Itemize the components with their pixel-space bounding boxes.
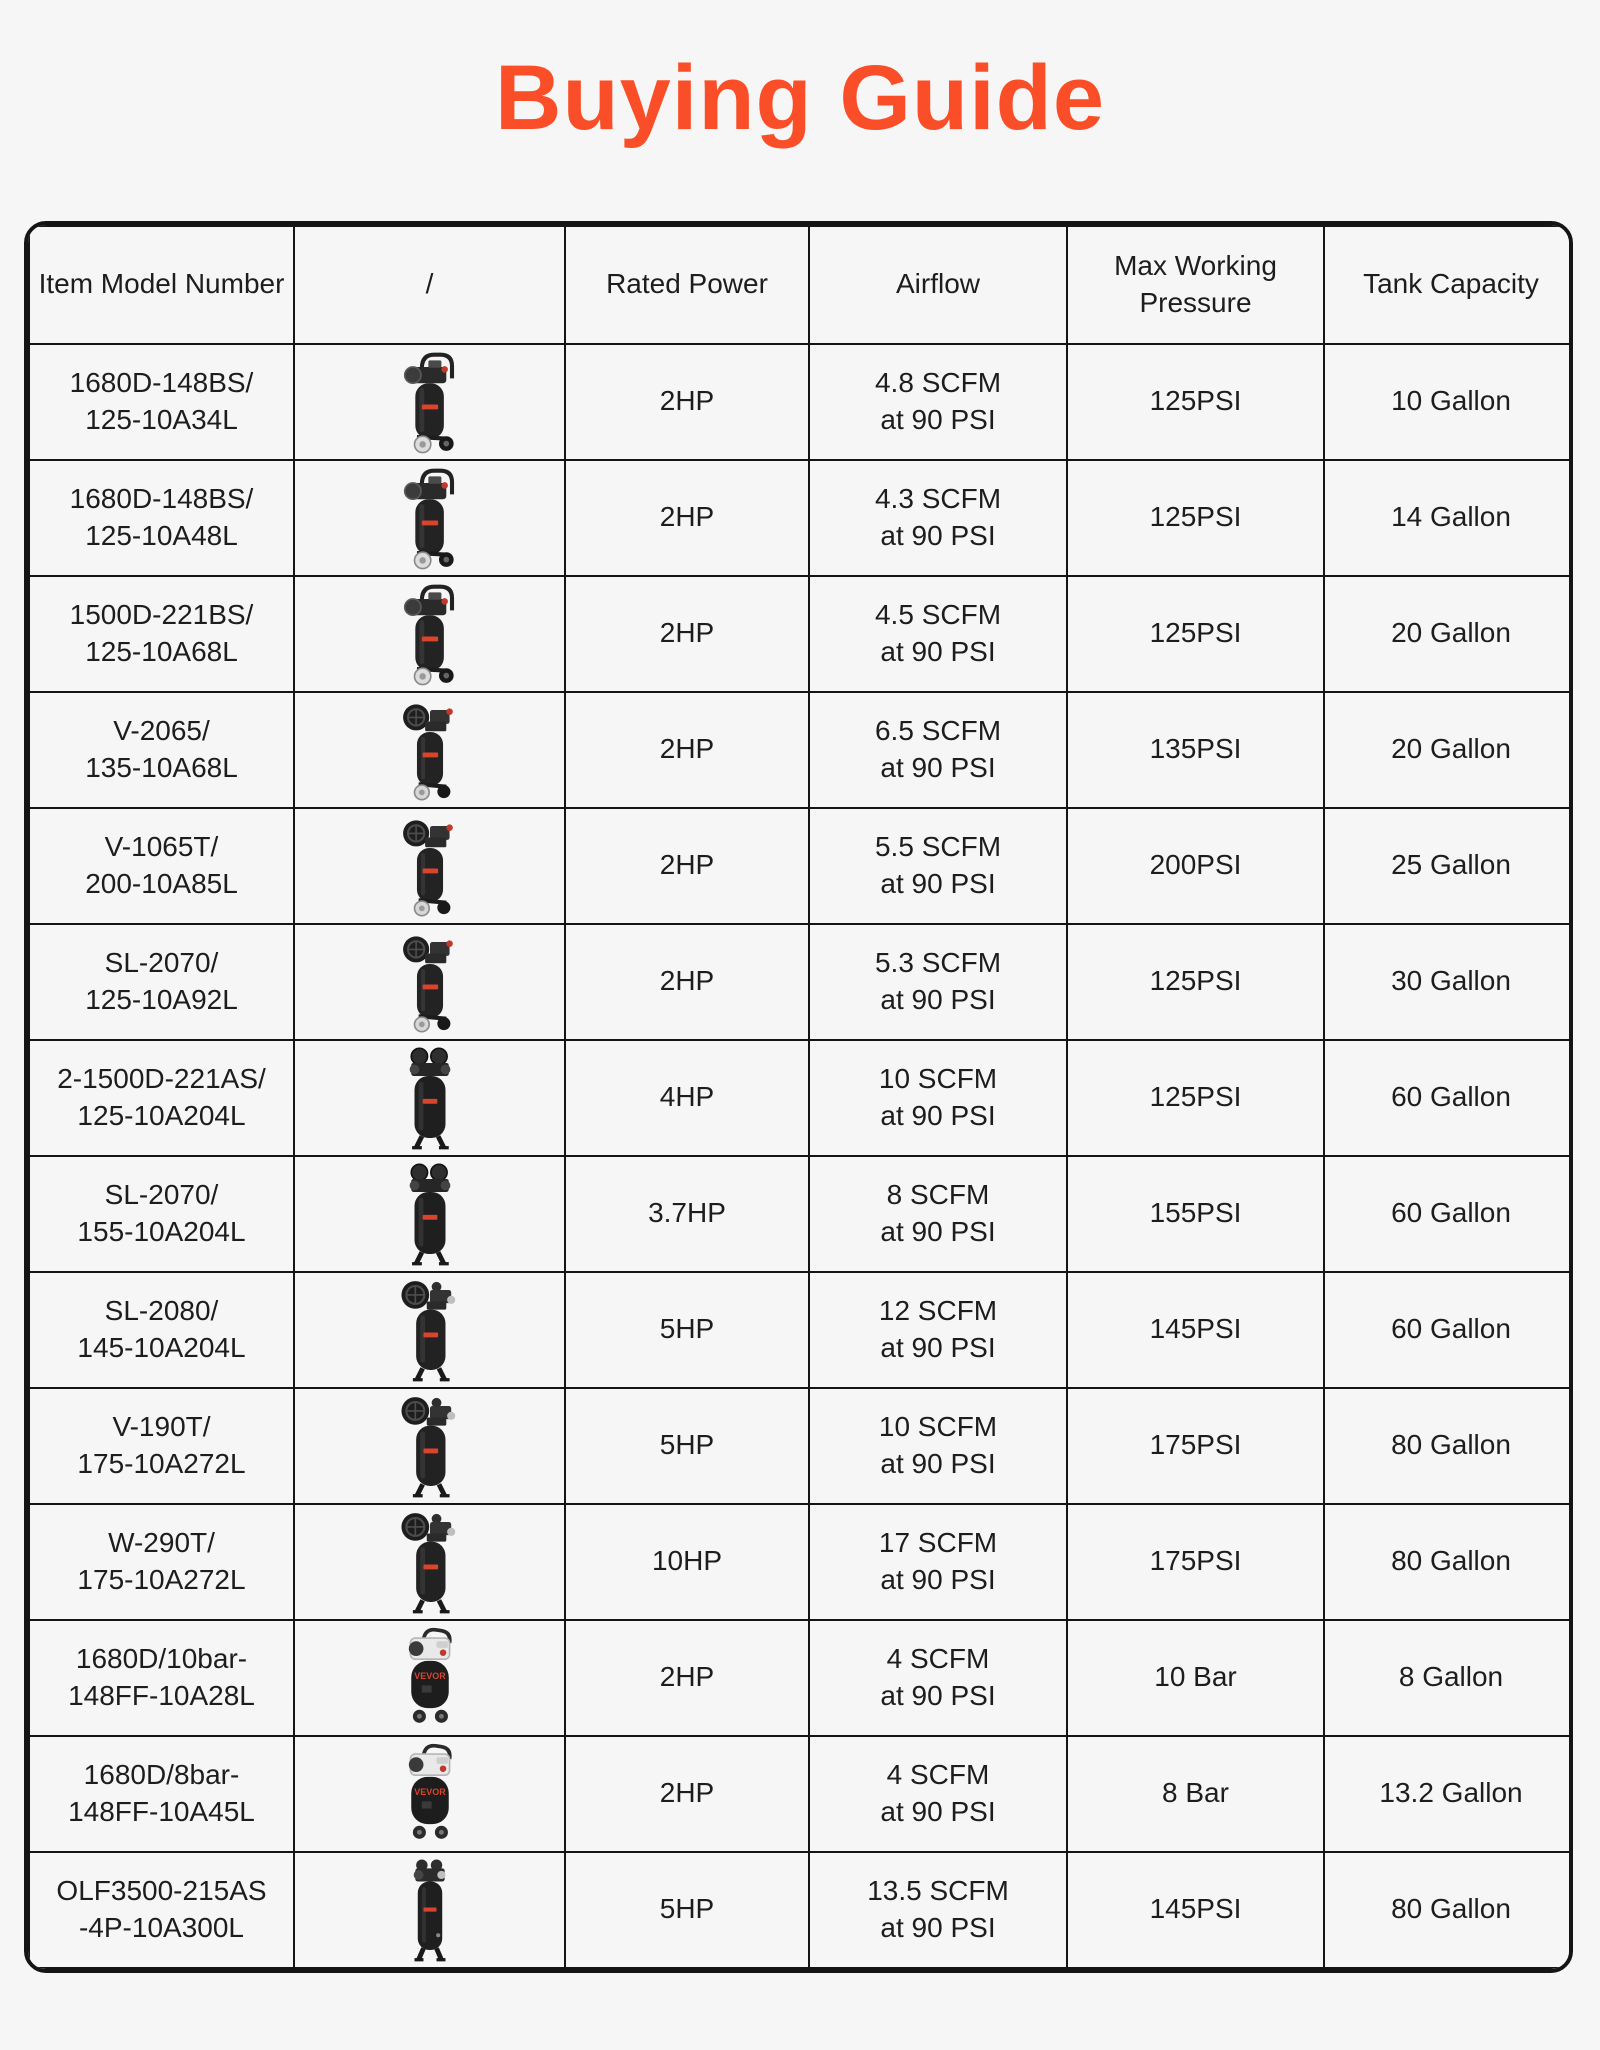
table-body — [29, 344, 1573, 1968]
product-image — [371, 349, 489, 455]
airflow — [809, 460, 1067, 576]
model-line-2: 175-10A272L — [77, 1563, 246, 1595]
model-line-1: OLF3500-215AS — [56, 1874, 267, 1906]
column-header: Max Working Pressure — [1067, 226, 1324, 344]
rated-power: 5HP — [565, 1852, 809, 1968]
buying-guide-table — [24, 221, 1573, 1973]
tank-capacity: 80 Gallon — [1324, 1388, 1573, 1504]
table-row — [29, 1852, 1573, 1968]
item-model-number — [29, 1156, 294, 1272]
tank-capacity: 25 Gallon — [1324, 808, 1573, 924]
model-line-1: SL-2070/ — [104, 946, 219, 978]
product-image-cell — [294, 1620, 565, 1736]
tank-capacity: 60 Gallon — [1324, 1156, 1573, 1272]
model-line-1: 1680D-148BS/ — [69, 482, 254, 514]
product-image — [371, 697, 489, 803]
airflow-line-2: at 90 PSI — [880, 983, 996, 1015]
airflow — [809, 1388, 1067, 1504]
product-image — [371, 465, 489, 571]
product-image-cell — [294, 1156, 565, 1272]
table-row — [29, 1736, 1573, 1852]
airflow-line-2: at 90 PSI — [880, 867, 996, 899]
product-image — [371, 1625, 489, 1731]
tank-capacity: 8 Gallon — [1324, 1620, 1573, 1736]
model-line-2: 175-10A272L — [77, 1447, 246, 1479]
item-model-number — [29, 1504, 294, 1620]
column-header: Rated Power — [565, 226, 809, 344]
max-working-pressure: 10 Bar — [1067, 1620, 1324, 1736]
airflow — [809, 344, 1067, 460]
model-line-2: 148FF-10A28L — [68, 1679, 255, 1711]
rated-power: 2HP — [565, 344, 809, 460]
product-image — [371, 1857, 489, 1963]
tank-capacity: 20 Gallon — [1324, 576, 1573, 692]
airflow-line-2: at 90 PSI — [880, 1795, 996, 1827]
table-row — [29, 1504, 1573, 1620]
model-line-2: 148FF-10A45L — [68, 1795, 255, 1827]
airflow-line-2: at 90 PSI — [880, 751, 996, 783]
airflow-line-2: at 90 PSI — [880, 1099, 996, 1131]
model-line-1: V-2065/ — [113, 714, 210, 746]
airflow-line-1: 12 SCFM — [878, 1294, 998, 1326]
airflow-line-1: 4.3 SCFM — [874, 482, 1002, 514]
airflow-line-1: 17 SCFM — [878, 1526, 998, 1558]
column-header: / — [294, 226, 565, 344]
airflow — [809, 1620, 1067, 1736]
airflow-line-1: 5.3 SCFM — [874, 946, 1002, 978]
item-model-number — [29, 808, 294, 924]
model-line-1: 1680D-148BS/ — [69, 366, 254, 398]
tank-capacity: 60 Gallon — [1324, 1272, 1573, 1388]
model-line-1: 2-1500D-221AS/ — [57, 1062, 266, 1094]
product-image-cell — [294, 808, 565, 924]
airflow-line-1: 6.5 SCFM — [874, 714, 1002, 746]
max-working-pressure: 135PSI — [1067, 692, 1324, 808]
airflow — [809, 1040, 1067, 1156]
table-row — [29, 1388, 1573, 1504]
airflow-line-1: 4 SCFM — [886, 1758, 990, 1790]
model-line-2: 125-10A204L — [77, 1099, 246, 1131]
model-line-1: SL-2070/ — [104, 1178, 219, 1210]
table-row — [29, 460, 1573, 576]
tank-capacity: 30 Gallon — [1324, 924, 1573, 1040]
product-image-cell — [294, 924, 565, 1040]
tank-capacity: 80 Gallon — [1324, 1504, 1573, 1620]
airflow — [809, 1736, 1067, 1852]
table-row — [29, 1272, 1573, 1388]
airflow-line-2: at 90 PSI — [880, 1331, 996, 1363]
airflow — [809, 576, 1067, 692]
airflow — [809, 1504, 1067, 1620]
item-model-number — [29, 460, 294, 576]
product-image — [371, 1045, 489, 1151]
model-line-2: 145-10A204L — [77, 1331, 246, 1363]
model-line-1: SL-2080/ — [104, 1294, 219, 1326]
model-line-2: 125-10A92L — [85, 983, 238, 1015]
airflow-line-2: at 90 PSI — [880, 1911, 996, 1943]
airflow-line-1: 10 SCFM — [878, 1410, 998, 1442]
model-line-2: 155-10A204L — [77, 1215, 246, 1247]
model-line-1: 1680D/10bar- — [75, 1642, 248, 1674]
item-model-number — [29, 1852, 294, 1968]
rated-power: 2HP — [565, 692, 809, 808]
max-working-pressure: 175PSI — [1067, 1388, 1324, 1504]
rated-power: 2HP — [565, 924, 809, 1040]
rated-power: 5HP — [565, 1388, 809, 1504]
table-row — [29, 576, 1573, 692]
product-image-cell — [294, 344, 565, 460]
airflow-line-1: 10 SCFM — [878, 1062, 998, 1094]
max-working-pressure: 145PSI — [1067, 1852, 1324, 1968]
table-row — [29, 924, 1573, 1040]
product-image — [371, 1741, 489, 1847]
table-row — [29, 344, 1573, 460]
max-working-pressure: 125PSI — [1067, 1040, 1324, 1156]
product-image — [371, 581, 489, 687]
model-line-1: 1500D-221BS/ — [69, 598, 254, 630]
airflow-line-1: 8 SCFM — [886, 1178, 990, 1210]
model-line-2: 135-10A68L — [85, 751, 238, 783]
product-image-cell — [294, 1852, 565, 1968]
product-image — [371, 1277, 489, 1383]
tank-capacity: 14 Gallon — [1324, 460, 1573, 576]
max-working-pressure: 175PSI — [1067, 1504, 1324, 1620]
model-line-1: V-1065T/ — [104, 830, 219, 862]
rated-power: 3.7HP — [565, 1156, 809, 1272]
airflow — [809, 1156, 1067, 1272]
product-image — [371, 1509, 489, 1615]
table-row — [29, 1040, 1573, 1156]
airflow-line-2: at 90 PSI — [880, 635, 996, 667]
model-line-2: 125-10A48L — [85, 519, 238, 551]
item-model-number — [29, 1040, 294, 1156]
item-model-number — [29, 1620, 294, 1736]
table-row — [29, 1620, 1573, 1736]
column-header: Airflow — [809, 226, 1067, 344]
item-model-number — [29, 692, 294, 808]
rated-power: 4HP — [565, 1040, 809, 1156]
model-line-1: V-190T/ — [112, 1410, 211, 1442]
product-image — [371, 1393, 489, 1499]
rated-power: 5HP — [565, 1272, 809, 1388]
table-header-row — [29, 226, 1573, 344]
product-image — [371, 929, 489, 1035]
airflow-line-2: at 90 PSI — [880, 1679, 996, 1711]
airflow — [809, 1852, 1067, 1968]
item-model-number — [29, 1736, 294, 1852]
model-line-2: 200-10A85L — [85, 867, 238, 899]
item-model-number — [29, 576, 294, 692]
product-image-cell — [294, 1272, 565, 1388]
max-working-pressure: 200PSI — [1067, 808, 1324, 924]
airflow-line-2: at 90 PSI — [880, 1447, 996, 1479]
airflow-line-2: at 90 PSI — [880, 519, 996, 551]
product-image-cell — [294, 692, 565, 808]
model-line-1: W-290T/ — [108, 1526, 215, 1558]
product-image-cell — [294, 576, 565, 692]
tank-capacity: 80 Gallon — [1324, 1852, 1573, 1968]
rated-power: 2HP — [565, 576, 809, 692]
product-image — [371, 1161, 489, 1267]
airflow-line-2: at 90 PSI — [880, 1563, 996, 1595]
airflow-line-1: 13.5 SCFM — [867, 1874, 1009, 1906]
product-image-cell — [294, 1504, 565, 1620]
rated-power: 2HP — [565, 808, 809, 924]
table-row — [29, 692, 1573, 808]
airflow-line-2: at 90 PSI — [880, 1215, 996, 1247]
airflow-line-1: 4.5 SCFM — [874, 598, 1002, 630]
item-model-number — [29, 1272, 294, 1388]
airflow-line-2: at 90 PSI — [880, 403, 996, 435]
rated-power: 2HP — [565, 460, 809, 576]
model-line-2: 125-10A68L — [85, 635, 238, 667]
column-header: Tank Capacity — [1324, 226, 1573, 344]
max-working-pressure: 155PSI — [1067, 1156, 1324, 1272]
product-image-cell — [294, 1388, 565, 1504]
max-working-pressure: 125PSI — [1067, 924, 1324, 1040]
max-working-pressure: 125PSI — [1067, 460, 1324, 576]
max-working-pressure: 8 Bar — [1067, 1736, 1324, 1852]
airflow-line-1: 4 SCFM — [886, 1642, 990, 1674]
item-model-number — [29, 344, 294, 460]
model-line-1: 1680D/8bar- — [83, 1758, 240, 1790]
max-working-pressure: 125PSI — [1067, 576, 1324, 692]
model-line-2: 125-10A34L — [85, 403, 238, 435]
table-row — [29, 808, 1573, 924]
table-row — [29, 1156, 1573, 1272]
max-working-pressure: 145PSI — [1067, 1272, 1324, 1388]
item-model-number — [29, 924, 294, 1040]
airflow — [809, 924, 1067, 1040]
product-image-cell — [294, 460, 565, 576]
model-line-2: -4P-10A300L — [78, 1911, 244, 1943]
rated-power: 2HP — [565, 1620, 809, 1736]
column-header: Item Model Number — [29, 226, 294, 344]
rated-power: 10HP — [565, 1504, 809, 1620]
airflow — [809, 1272, 1067, 1388]
page-title: Buying Guide — [495, 47, 1105, 149]
tank-capacity: 13.2 Gallon — [1324, 1736, 1573, 1852]
airflow-line-1: 4.8 SCFM — [874, 366, 1002, 398]
product-image — [371, 813, 489, 919]
tank-capacity: 60 Gallon — [1324, 1040, 1573, 1156]
item-model-number — [29, 1388, 294, 1504]
tank-capacity: 10 Gallon — [1324, 344, 1573, 460]
tank-capacity: 20 Gallon — [1324, 692, 1573, 808]
rated-power: 2HP — [565, 1736, 809, 1852]
max-working-pressure: 125PSI — [1067, 344, 1324, 460]
product-image-cell — [294, 1040, 565, 1156]
airflow-line-1: 5.5 SCFM — [874, 830, 1002, 862]
airflow — [809, 808, 1067, 924]
product-image-cell — [294, 1736, 565, 1852]
airflow — [809, 692, 1067, 808]
